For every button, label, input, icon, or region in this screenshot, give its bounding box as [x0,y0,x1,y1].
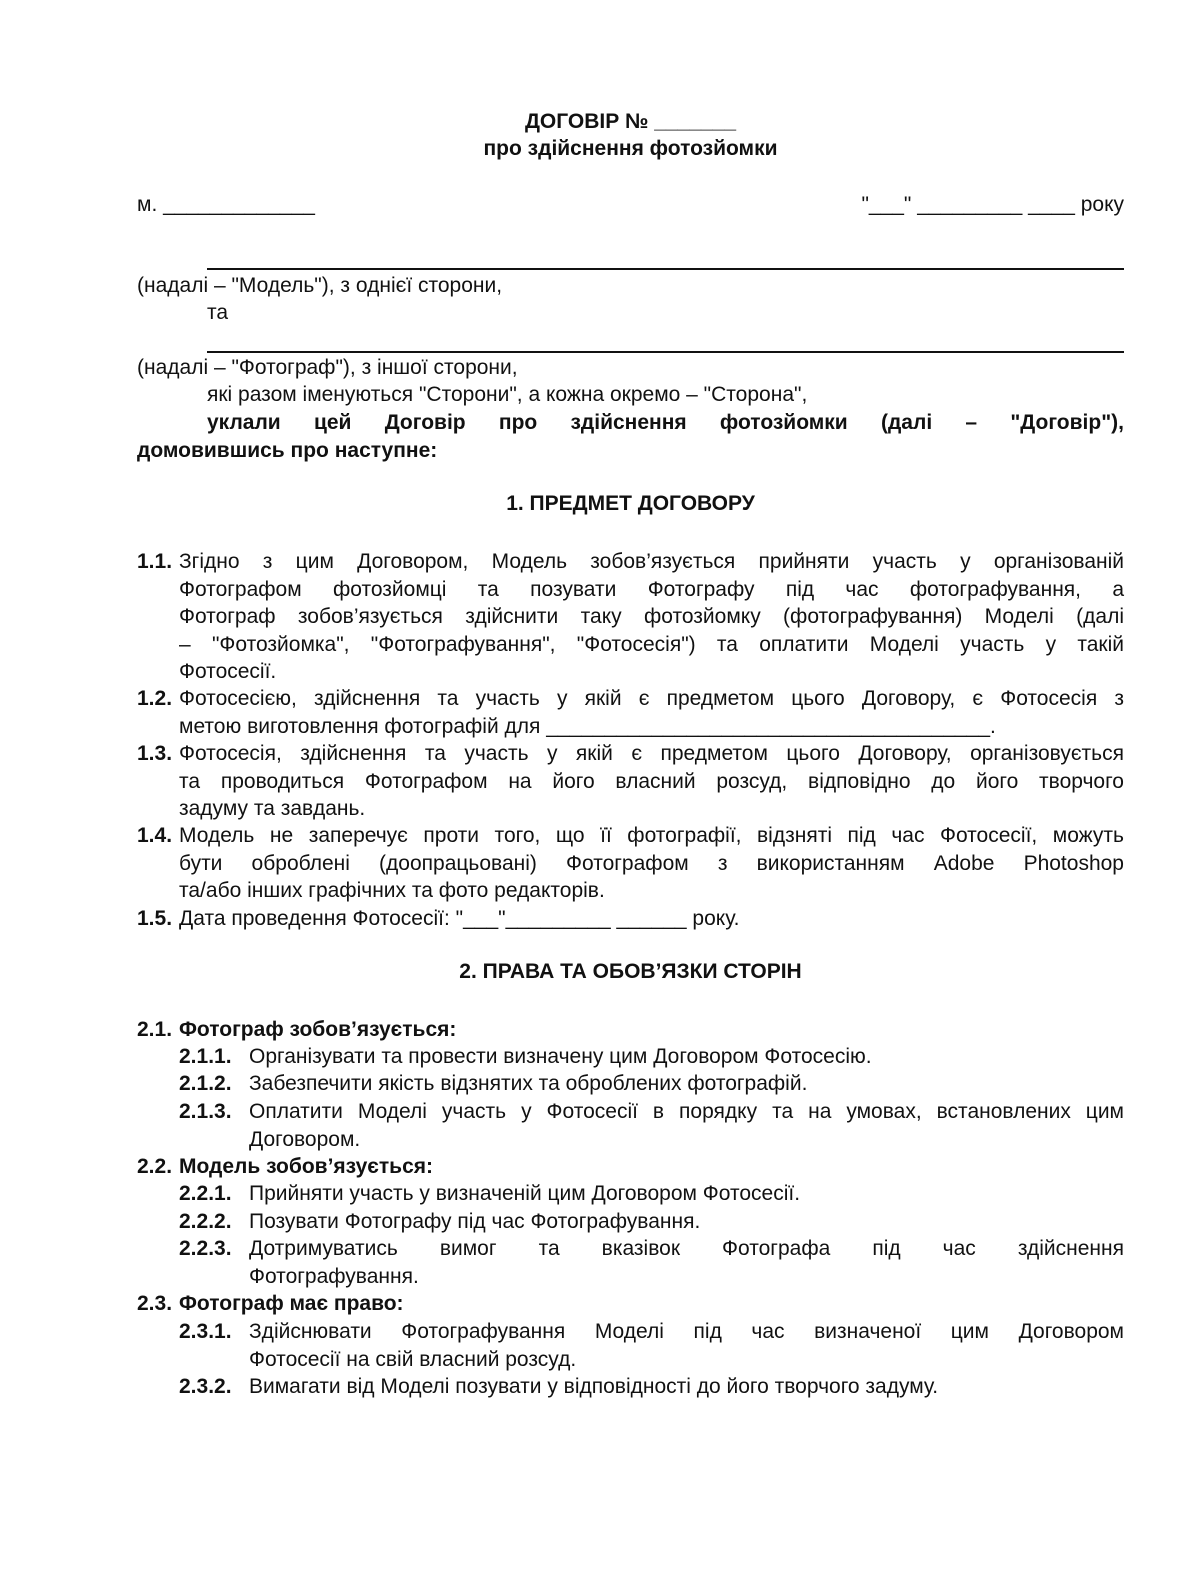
text-line: Згідно з цим Договором, Модель зобов’язується прийняти участь у організованій [179,550,1124,573]
text-line: Фотосесія, здійснення та участь у якій є предметом цього Договору, організовується [179,742,1124,765]
section-1-heading: 1. ПРЕДМЕТ ДОГОВОРУ [506,492,755,515]
clause-number: 1.1. [137,550,173,573]
and-label: та [207,301,229,324]
text-line: Фотографом фотозйомці та позувати Фотографу під час фотографування, а [179,577,1124,601]
text-line: Фотографування. [249,1264,419,1288]
subclause-text [249,1098,1124,1153]
clause-title: Фотограф має право: [179,1292,404,1315]
city-field: м. _____________ [137,193,315,216]
text-line: Вимагати від Моделі позувати у відповідності до його творчого задуму. [249,1375,939,1398]
document-title: ДОГОВІР № _______ [524,110,737,133]
concluded-text-line1: уклали цей Договір про здійснення фотозйомки (далі – "Договір"), [207,411,1124,434]
text-line: та/або інших графічних та фото редакторів. [179,879,605,902]
text-line: Фотосесії. [179,660,277,683]
subclause-text [249,1318,1124,1373]
text-line: Оплатити Моделі участь у Фотосесії в порядку та на умовах, встановлених цим [249,1100,1124,1123]
subclause-text [249,1235,1124,1290]
clause-number: 2.1. [137,1018,173,1041]
clause-number: 2.2. [137,1155,173,1178]
subclause-text [249,1180,1124,1208]
subclause-number: 2.1.3. [179,1100,232,1123]
clause-number: 1.3. [137,742,173,765]
text-line: бути оброблені (доопрацьовані) Фотографом з використанням Adobe Photoshop [179,851,1124,875]
clause-text [179,685,1124,740]
text-line: Договором. [249,1127,361,1151]
clause-number: 2.3. [137,1292,173,1315]
photographer-label: (надалі – "Фотограф"), з іншої сторони, [137,356,518,379]
together-text: які разом іменуються "Сторони", а кожна окремо – "Сторона", [207,383,808,406]
text-line: та проводиться Фотографом на його власний розсуд, відповідно до його творчого [179,769,1124,793]
clause-number: 1.5. [137,907,173,930]
clause-text [179,548,1124,686]
date-field: "___" _________ ____ року [861,193,1124,216]
text-line: Дотримуватись вимог та вказівок Фотографа під час здійснення [249,1237,1124,1260]
text-line: Фотосесії на свій власний розсуд. [249,1347,577,1371]
subclause-number: 2.2.1. [179,1182,232,1205]
text-line: Здійснювати Фотографування Моделі під час визначеної цим Договором [249,1320,1124,1343]
text-line: Фотосесією, здійснення та участь у якій є предметом цього Договору, є Фотосесія з [179,687,1124,710]
model-label: (надалі – "Модель"), з однієї сторони, [137,274,503,297]
text-line: Дата проведення Фотосесії: "___"_________ ______ року. [179,907,740,930]
subclause-number: 2.1.1. [179,1045,232,1068]
clause-text [179,740,1124,823]
clause-number: 1.4. [137,824,173,847]
subclause-number: 2.3.2. [179,1375,232,1398]
subclause-text [249,1373,1124,1401]
text-line: Прийняти участь у визначеній цим Договором Фотосесії. [249,1182,801,1205]
document-subtitle: про здійснення фотозйомки [483,137,778,160]
text-line: метою виготовлення фотографій для ______________________________________. [179,714,996,738]
clause-title: Модель зобов’язується: [179,1155,433,1178]
text-line: задуму та завдань. [179,797,366,820]
clause-title: Фотограф зобов’язується: [179,1018,457,1041]
section-2-heading: 2. ПРАВА ТА ОБОВ’ЯЗКИ СТОРІН [459,960,802,983]
clause-text [179,822,1124,905]
subclause-number: 2.3.1. [179,1320,232,1343]
text-line: Організувати та провести визначену цим Договором Фотосесію. [249,1045,872,1068]
subclause-number: 2.2.3. [179,1237,232,1260]
text-line: Позувати Фотографу під час Фотографування. [249,1210,701,1233]
model-name-blank-line [207,268,1124,270]
subclause-text [249,1043,1124,1071]
text-line: Фотограф зобов’язується здійснити таку фотозйомку (фотографування) Моделі (далі [179,605,1124,628]
subclause-text [249,1208,1124,1236]
subclause-number: 2.1.2. [179,1072,232,1095]
clause-text [179,905,1124,933]
subclause-number: 2.2.2. [179,1210,232,1233]
text-line: Модель не заперечує проти того, що її фотографії, відзняті під час Фотосесії, можуть [179,824,1124,847]
clause-number: 1.2. [137,687,173,710]
photographer-name-blank-line [207,351,1124,353]
concluded-text-line2: домовившись про наступне: [137,439,438,462]
text-line: – "Фотозйомка", "Фотографування", "Фотосесія") та оплатити Моделі участь у такій [179,632,1124,656]
subclause-text [249,1070,1124,1098]
text-line: Забезпечити якість відзнятих та оброблених фотографій. [249,1072,808,1095]
